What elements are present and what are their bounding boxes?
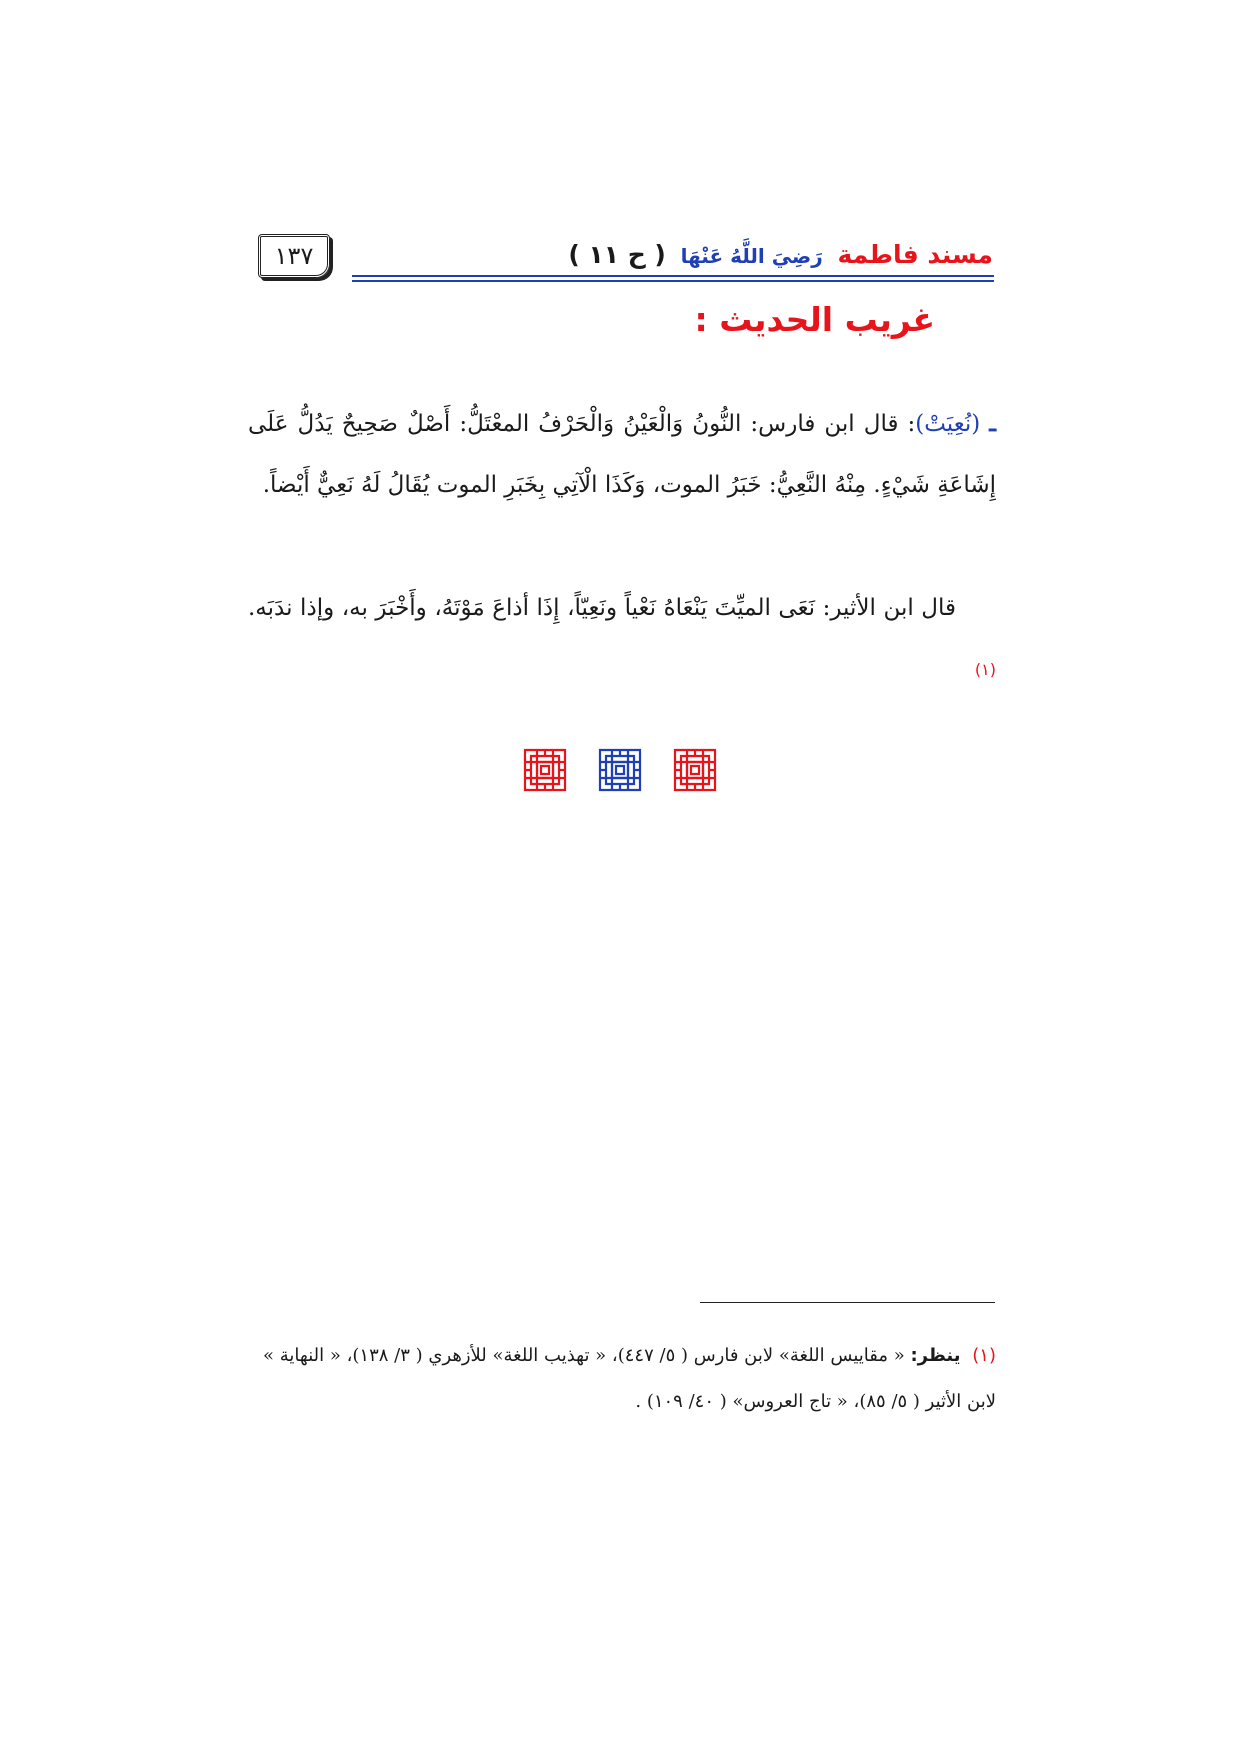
knot-ornament-icon — [520, 745, 570, 795]
footnote-rule — [700, 1302, 995, 1303]
knot-ornament-icon — [595, 745, 645, 795]
header-rule — [352, 275, 994, 282]
honorific: رَضِيَ اللَّهُ عَنْهَا — [680, 244, 823, 268]
footnote — [248, 1333, 996, 1425]
running-header — [568, 240, 993, 280]
book-title: مسند فاطمة — [837, 240, 993, 269]
footnote-reference[interactable]: (١) — [974, 660, 996, 679]
footnote-text: « مقاييس اللغة» لابن فارس ( ٥/ ٤٤٧)، « تهذيب اللغة» للأزهري ( ٣/ ١٣٨)، « النهاية » لابن الأثير ( ٥/ ٨٥)، « تاج العروس» ( ٤٠/ ١٠٩) . — [263, 1345, 996, 1412]
paragraph-1-text: : قال ابن فارس: النُّونُ وَالْعَيْنُ وَالْحَرْفُ المعْتَلُّ: أَصْلٌ صَحِيحٌ يَدُلُّ عَلَى إِشَاعَةِ شَيْءٍ. مِنْهُ النَّعِيُّ: خَبَرُ الموت، وَكَذَا الْآتِي بِخَبَرِ الموت يُقَالُ لَهُ نَعِيٌّ أَيْضاً. — [248, 411, 996, 498]
knot-ornament-icon — [670, 745, 720, 795]
footnote-see-label: ينظر: — [910, 1345, 961, 1366]
entry-term: (نُعِيَتْ) — [915, 411, 981, 437]
footnote-number: (١) — [972, 1345, 996, 1366]
paragraph-2-text: قال ابن الأثير: نَعَى الميِّتَ يَنْعَاهُ نَعْياً ونَعِيّاً، إِذَا أذاعَ مَوْتَهُ، وأَخْبَرَ به، وإذا ندَبَه. — [248, 595, 956, 621]
section-divider — [520, 745, 720, 799]
entry-dash: ـ — [989, 410, 996, 437]
paragraph-2 — [248, 578, 996, 708]
section-heading: غريب الحديث : — [694, 300, 935, 339]
paragraph-1 — [248, 393, 996, 516]
chapter-label: ( ح ١١ ) — [568, 240, 666, 269]
page-number: ١٣٧ — [258, 234, 330, 278]
